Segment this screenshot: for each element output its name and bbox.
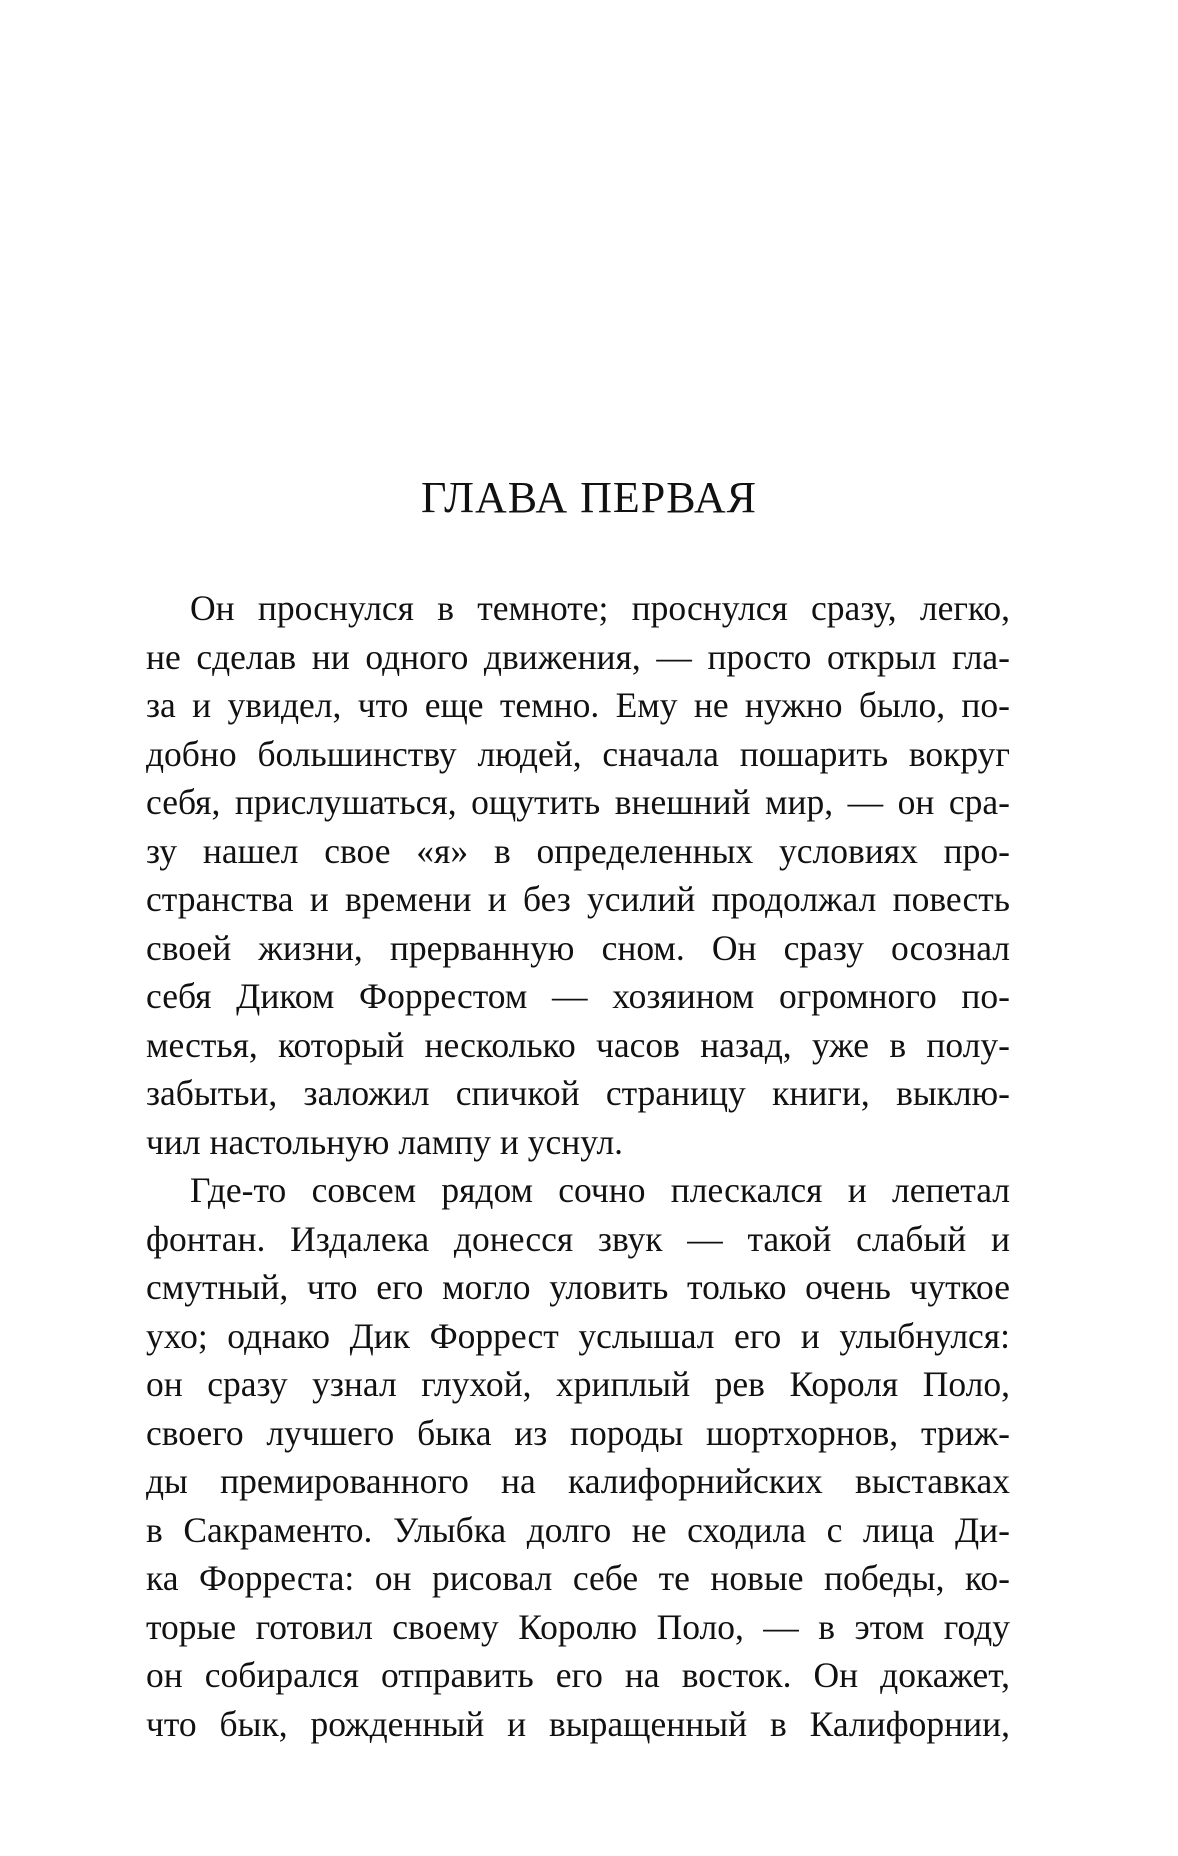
chapter-body [146,584,1010,1748]
paragraph-2-line-1: Где-то совсем рядом сочно плескался и лепетал [190,1170,1010,1210]
paragraph-2-line-12: что бык, рожденный и выращенный в Калифорнии, [146,1703,1010,1744]
paragraph-1-line-2: не сделав ни одного движения, — просто открыл гла- [146,636,1010,677]
paragraph-1-line-4: добно большинству людей, сначала пошарить вокруг [146,733,1010,774]
paragraph-1-line-6: зу нашел свое «я» в определенных условиях про- [146,830,1010,871]
paragraph-2-line-11: он собирался отправить его на восток. Он докажет, [146,1655,1010,1695]
paragraph-2-line-8: в Сакраменто. Улыбка долго не сходила с лица Ди- [146,1509,1010,1550]
chapter-title: ГЛАВА ПЕРВАЯ [421,473,757,522]
paragraph-2-line-7: ды премированного на калифорнийских выставках [146,1461,1010,1501]
paragraph-1-line-11: забытьи, заложил спичкой страницу книги, выклю- [146,1073,1010,1113]
paragraph-1-line-7: странства и времени и без усилий продолжал повесть [146,879,1010,919]
paragraph-1-line-9: себя Диком Форрестом — хозяином огромного по- [146,976,1010,1016]
paragraph-2-line-3: смутный, что его могло уловить только очень чуткое [146,1267,1010,1307]
paragraph-1-line-10: местья, который несколько часов назад, уже в полу- [146,1024,1010,1065]
paragraph-1-line-12: чил настольную лампу и уснул. [146,1121,624,1162]
paragraph-1-line-5: себя, прислушаться, ощутить внешний мир, — он сра- [146,782,1010,822]
paragraph-2-line-2: фонтан. Издалека донесся звук — такой слабый и [146,1218,1010,1259]
paragraph-2-line-9: ка Форреста: он рисовал себе те новые победы, ко- [146,1558,1010,1598]
paragraph-2-line-6: своего лучшего быка из породы шортхорнов, триж- [146,1412,1010,1453]
paragraph-2-line-10: торые готовил своему Королю Поло, — в этом году [146,1606,1010,1647]
paragraph-1-line-8: своей жизни, прерванную сном. Он сразу осознал [146,927,1010,968]
paragraph-1-line-1: Он проснулся в темноте; проснулся сразу, легко, [190,588,1010,628]
paragraph-1-line-3: за и увидел, что еще темно. Ему не нужно было, по- [146,685,1010,725]
paragraph-2-line-5: он сразу узнал глухой, хриплый рев Короля Поло, [146,1364,1010,1404]
paragraph-2-line-4: ухо; однако Дик Форрест услышал его и улыбнулся: [146,1315,1010,1356]
